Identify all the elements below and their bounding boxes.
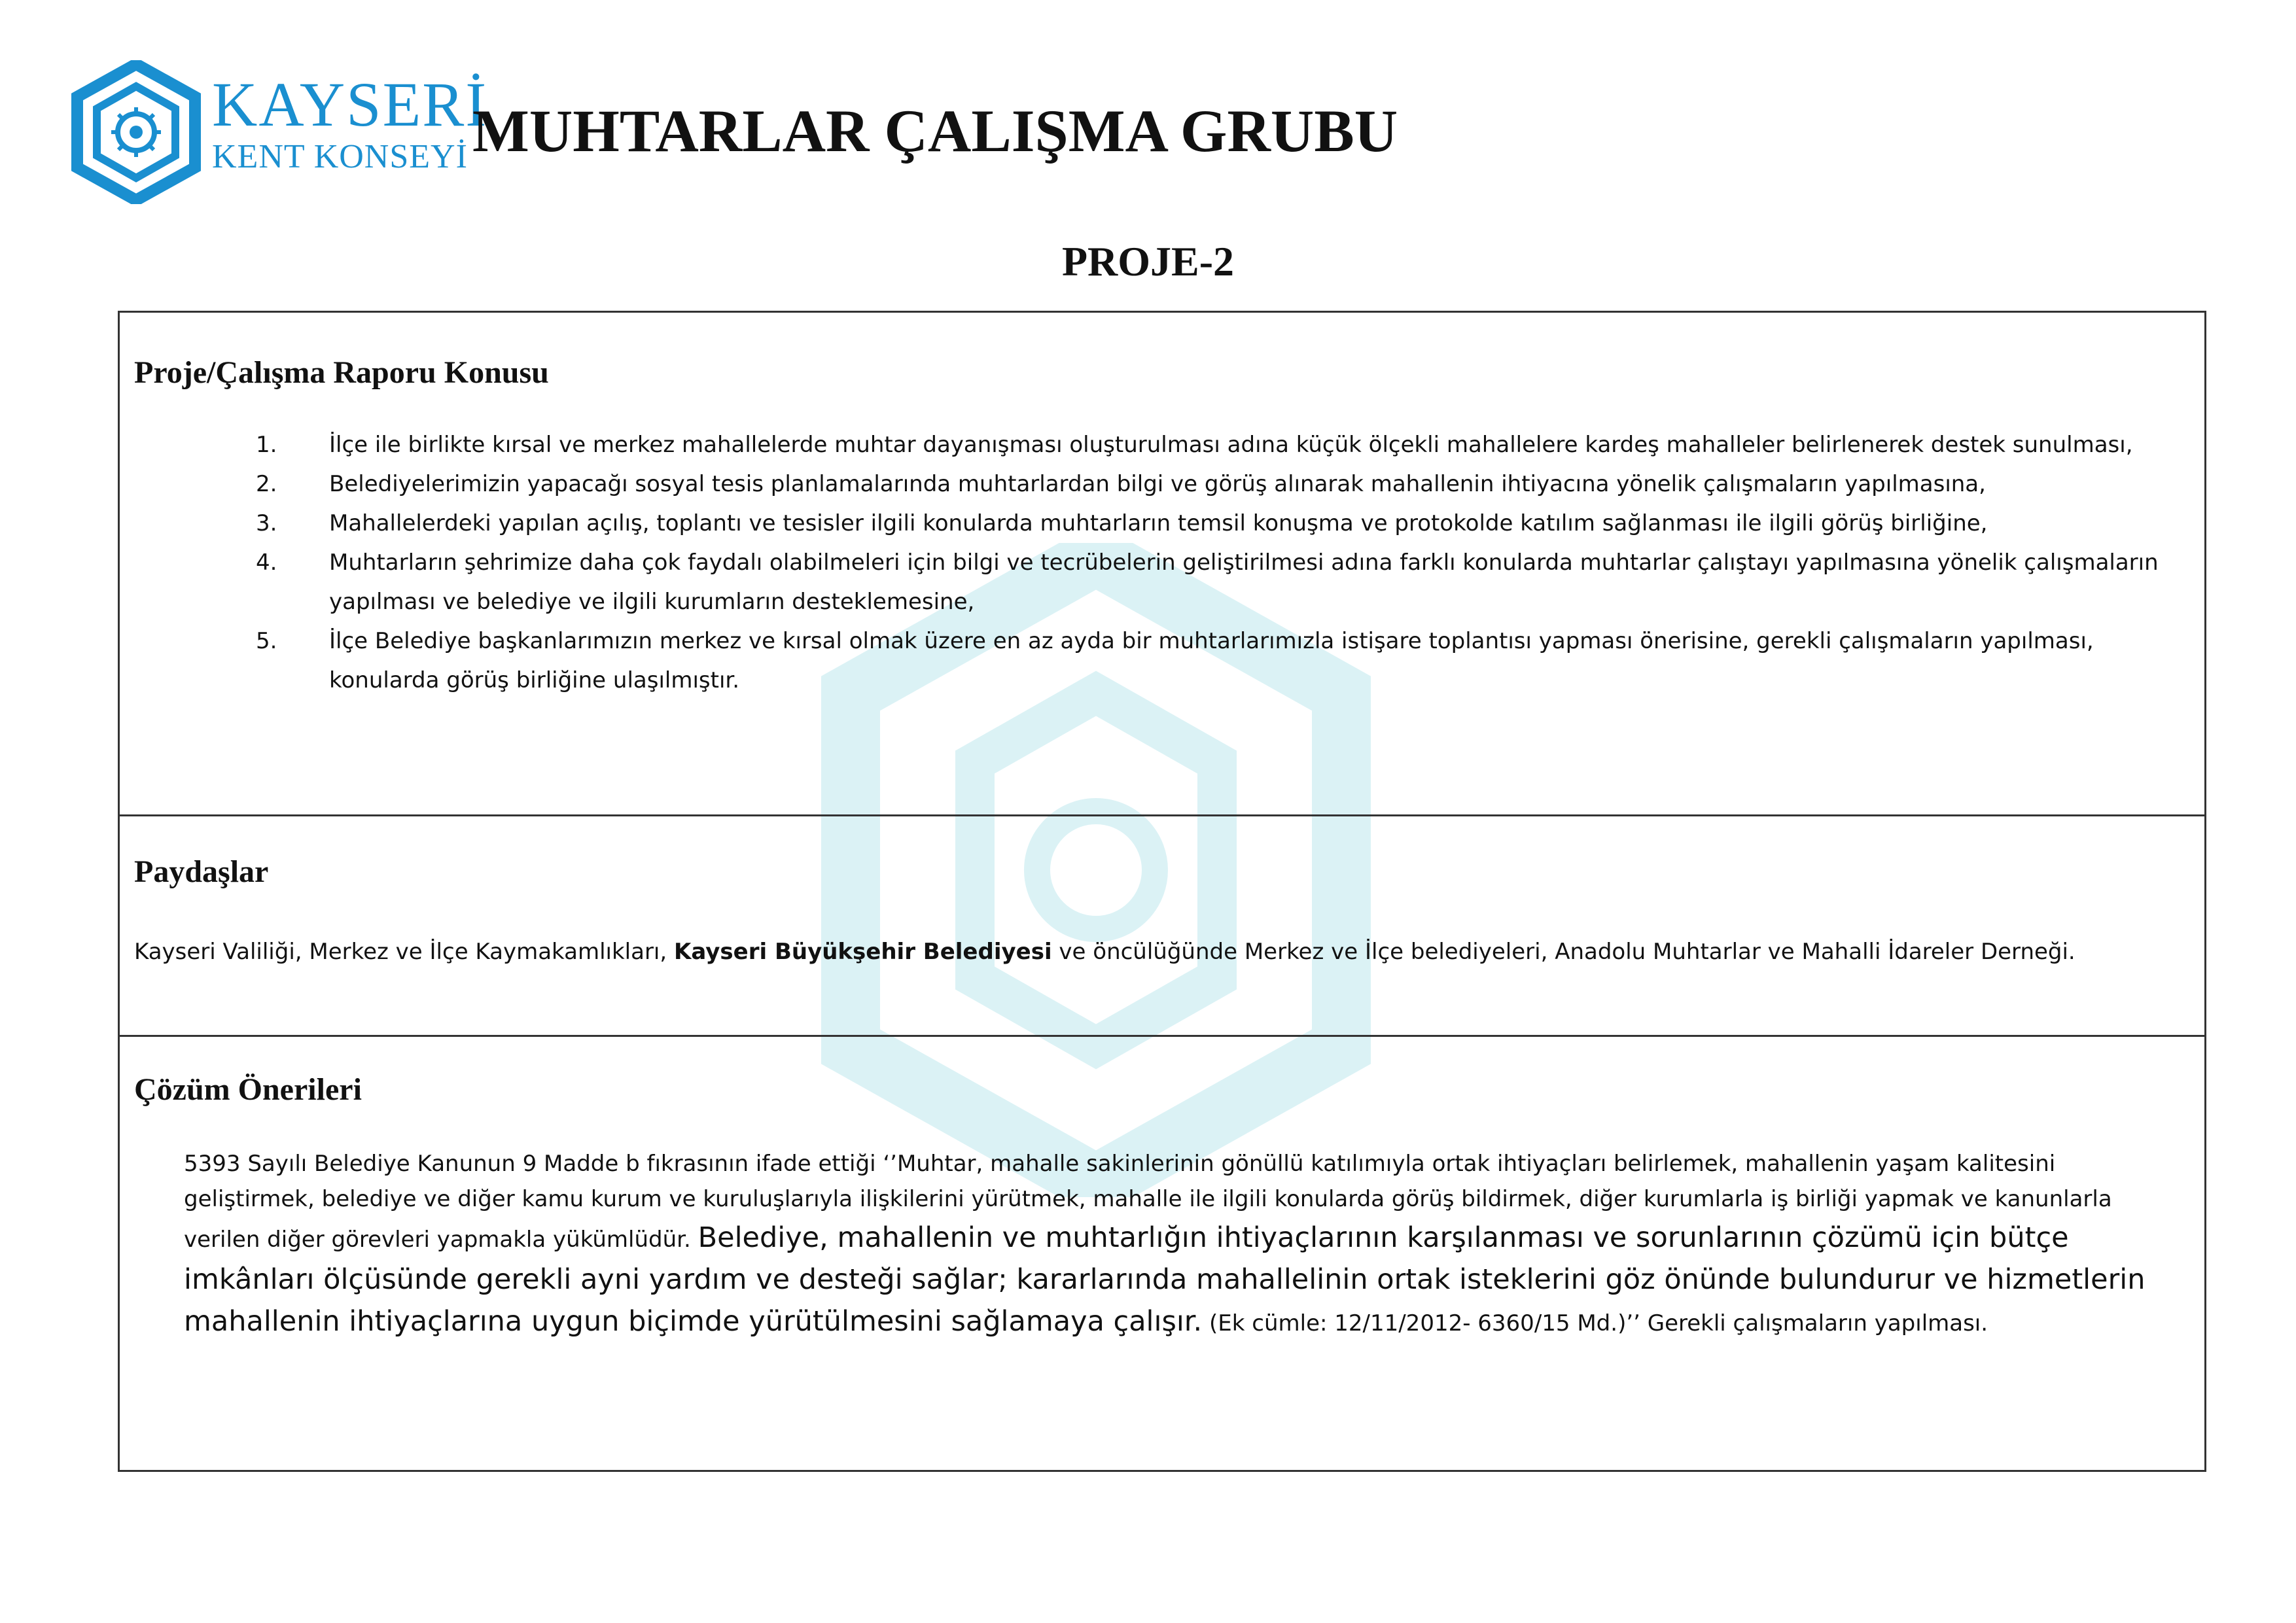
section-konu (120, 313, 2204, 816)
section-heading: Çözüm Önerileri (134, 1072, 362, 1107)
logo-name: KAYSERİ (212, 69, 488, 139)
logo-subname: KENT KONSEYİ (212, 138, 468, 175)
stakeholders-text: Kayseri Valiliği, Merkez ve İlçe Kaymakamlıkları, Kayseri Büyükşehir Belediyesi ve öncülüğünde Merkez ve İlçe belediyeleri, Anadolu Muhtarlar ve Mahalli İdareler Derneği. (134, 939, 2075, 965)
section-cozum (120, 1035, 2204, 1470)
list-item: 5. İlçe Belediye başkanlarımızın merkez ve kırsal olmak üzere en az ayda bir muhtarlarımızla istişare toplantısı yapması önerisine, gerekli çalışmaların yapılması, konularda görüş birliğine ulaşılmıştır. (256, 628, 2094, 693)
logo-hexagon-icon (71, 60, 202, 204)
list-item: 1. İlçe ile birlikte kırsal ve merkez mahallelerde muhtar dayanışması oluşturulması adına küçük ölçekli mahallelere kardeş mahalleler belirlenerek destek sunulması, (256, 432, 2133, 458)
section-paydaslar (120, 814, 2204, 1037)
page-title: MUHTARLAR ÇALIŞMA GRUBU (472, 97, 1398, 164)
stakeholder-highlight: Kayseri Büyükşehir Belediyesi (673, 939, 1052, 965)
section-heading: Proje/Çalışma Raporu Konusu (134, 355, 549, 390)
section-heading: Paydaşlar (134, 854, 269, 889)
kent-konseyi-logo (71, 60, 488, 204)
solution-text: 5393 Sayılı Belediye Kanunun 9 Madde b fıkrasının ifade ettiği ‘’Muhtar, mahalle sakinlerinin gönüllü katılımıyla ortak ihtiyaçları belirlemek, mahallenin yaşam kalitesini geliştirmek, belediye ve diğer kamu kurum ve kuruluşlarıyla ilişkilerini yürütmek, mahalle ile ilgili konularda görüş bildirmek, diğer kurumlarla iş birliği yapmak ve kanunlarla verilen diğer görevleri yapmakla yükümlüdür. Belediye, mahallenin ve muhtarlığın ihtiyaçlarının karşılanması ve sorunlarının çözümü için bütçe imkânları ölçüsünde gerekli ayni yardım ve desteği sağlar; kararlarında mahallelinin ortak isteklerini göz önünde bulundurur ve hizmetlerin mahallenin ihtiyaçlarına uygun biçimde yürütülmesini sağlamaya çalışır. (Ek cümle: 12/11/2012- 6360/15 Md.)’’ Gerekli çalışmaların yapılması. (184, 1151, 2146, 1338)
project-number: PROJE-2 (1061, 238, 1235, 285)
list-item: 3. Mahallelerdeki yapılan açılış, toplantı ve tesisler ilgili konularda muhtarların temsil konuşma ve protokolde katılım sağlanması ile ilgili görüş birliğine, (256, 510, 1988, 536)
report-table (118, 311, 2206, 1472)
list-item: 2. Belediyelerimizin yapacağı sosyal tesis planlamalarında muhtarlardan bilgi ve görüş alınarak mahallenin ihtiyacına yönelik çalışmaların yapılmasına, (256, 471, 1986, 497)
konu-list (256, 425, 2161, 700)
list-item: 4. Muhtarların şehrimize daha çok faydalı olabilmeleri için bilgi ve tecrübelerin geliştirilmesi adına farklı konularda muhtarlar çalıştayı yapılmasına yönelik çalışmaların yapılması ve belediye ve ilgili kurumların desteklemesine, (256, 550, 2159, 615)
